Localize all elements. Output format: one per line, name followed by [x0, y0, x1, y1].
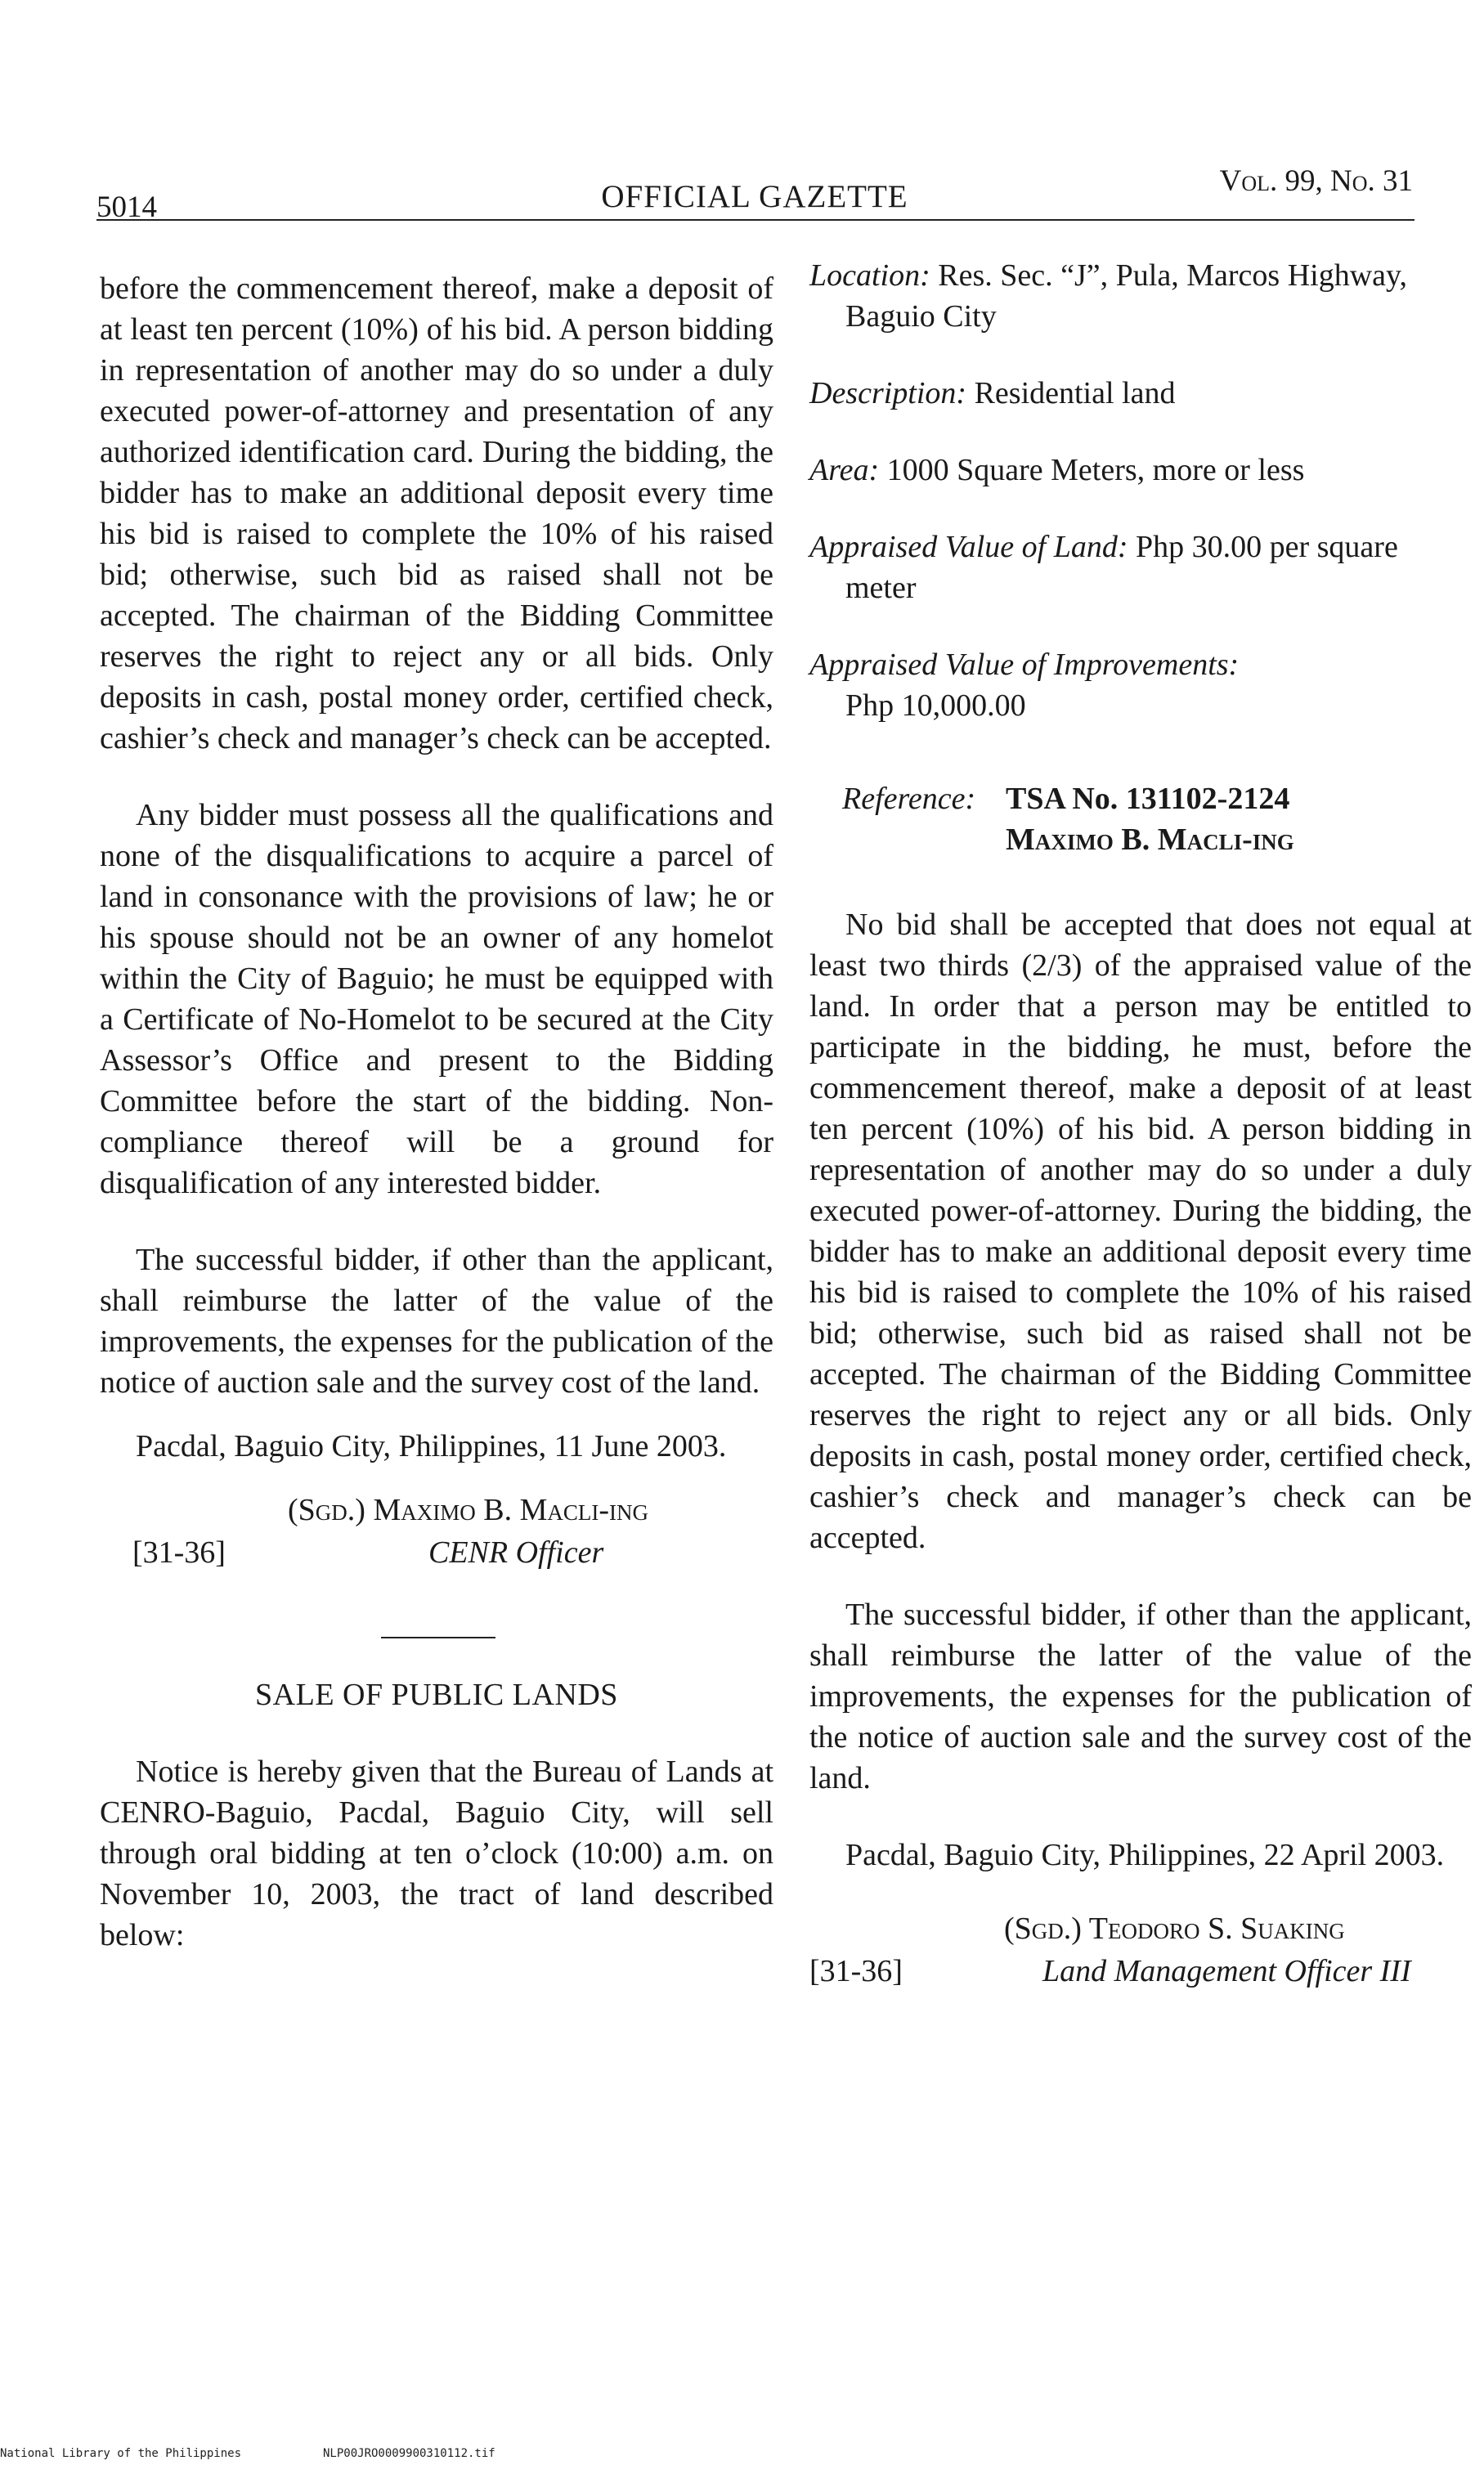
notice-paragraph: Notice is hereby given that the Bureau of Lands at CENRO-Baguio, Pacdal, Baguio City, will sell through oral bidding at ten o’clock (10:00) a.m. on November 10, 2003, the tract of land described below: [100, 1755, 773, 1952]
page-number: 5014 [96, 190, 157, 224]
reference-name: Maximo B. Macli-ing [1006, 822, 1294, 857]
footer-library: National Library of the Philippines [0, 2447, 242, 2460]
area-label: Area: [809, 453, 880, 487]
description-value: Residential land [974, 376, 1176, 410]
left-paragraph-1: before the commencement thereof, make a deposit of at least ten percent (10%) of his bid. A person bidding in representation of another may do so under a duly executed power-of-attorney and presentation of any authorized identification card. During the bidding, the bidder has to make an additional deposit every time his bid is raised to complete the 10% of his raised bid; otherwise, such bid as raised shall not be accepted. The chairman of the Bidding Committee reserves the right to reject any or all bids. Only deposits in cash, postal money order, certified check, cashier’s check and manager’s check can be accepted. [100, 271, 773, 755]
right-signatory-office: Land Management Officer III [1042, 1954, 1411, 1988]
left-paragraph-3: The successful bidder, if other than the applicant, shall reimburse the latter of the value of the improvements, the expenses for the publication of the notice of auction sale and the survey cost of the land. [100, 1243, 773, 1400]
area-value: 1000 Square Meters, more or less [886, 453, 1305, 487]
location-value: Res. Sec. “J”, Pula, Marcos Highway, Baguio City [845, 258, 1408, 334]
appraised-improvements-entry [809, 644, 1472, 726]
area-entry [809, 450, 1472, 491]
scan-footer [0, 2447, 495, 2460]
appraised-improvements-label: Appraised Value of Improvements: [809, 648, 1240, 682]
left-signature [100, 1490, 773, 1580]
location-label: Location: [809, 258, 930, 293]
right-place-date: Pacdal, Baguio City, Philippines, 22 April 2003. [845, 1838, 1445, 1872]
section-heading: SALE OF PUBLIC LANDS [255, 1678, 618, 1712]
appraised-land-label: Appraised Value of Land: [809, 530, 1128, 564]
appraised-land-value: Php 30.00 per square meter [845, 530, 1398, 605]
description-entry [809, 373, 1472, 414]
appraised-land-entry [809, 527, 1472, 608]
left-signatory-office: CENR Officer [428, 1535, 604, 1570]
reference-tsa: TSA No. 131102-2124 [1006, 782, 1290, 816]
location-entry [809, 255, 1472, 337]
left-place-date: Pacdal, Baguio City, Philippines, 11 June 2003. [136, 1429, 727, 1463]
right-paragraph-2: The successful bidder, if other than the applicant, shall reimburse the latter of the value of the improvements, the expenses for the publication of the notice of auction sale and the survey cost of the land. [809, 1598, 1472, 1795]
reference-label: Reference: [842, 782, 976, 816]
header-rule [96, 219, 1415, 221]
description-label: Description: [809, 376, 967, 410]
appraised-improvements-value: Php 10,000.00 [845, 688, 1026, 723]
volume-number: Vol. 99, No. 31 [1219, 164, 1413, 198]
left-column [100, 268, 773, 1956]
right-issue-ref: [31-36] [809, 1954, 903, 1988]
left-issue-ref: [31-36] [132, 1535, 226, 1570]
right-signature [809, 1908, 1472, 1998]
left-signatory: (Sgd.) Maximo B. Macli-ing [288, 1493, 648, 1527]
footer-file: NLP00JRO0009900310112.tif [323, 2447, 495, 2460]
right-paragraph-1: No bid shall be accepted that does not equal at least two thirds (2/3) of the appraised value of the land. In order that a person may be entitled to participate in the bidding, he must, before the commencement thereof, make a deposit of at least ten percent (10%) of his bid. A person bidding in representation of another may do so under a duly executed power-of-attorney. During the bidding, the bidder has to make an additional deposit every time his bid is raised to complete the 10% of his raised bid; otherwise, such bid as raised shall not be accepted. The chairman of the Bidding Committee reserves the right to reject any or all bids. Only deposits in cash, postal money order, certified check, cashier’s check and manager’s check can be accepted. [809, 908, 1472, 1555]
publication-title: OFFICIAL GAZETTE [601, 179, 908, 214]
section-divider [381, 1637, 495, 1638]
reference-block [809, 778, 1472, 868]
right-signatory: (Sgd.) Teodoro S. Suaking [1004, 1911, 1345, 1946]
right-column [809, 255, 1472, 1998]
left-paragraph-2: Any bidder must possess all the qualifications and none of the disqualifications to acquire a parcel of land in consonance with the provisions of law; he or his spouse should not be an owner of any homelot within the City of Baguio; he must be equipped with a Certificate of No-Homelot to be secured at the City Assessor’s Office and present to the Bidding Committee before the start of the bidding. Non-compliance thereof will be a ground for disqualification of any interested bidder. [100, 798, 773, 1200]
